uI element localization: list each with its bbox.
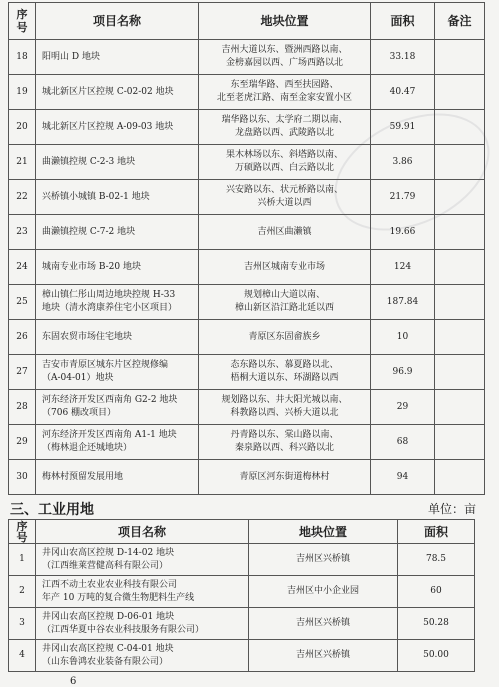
location-line: 万硕路以西、白云路以北 [234, 163, 334, 173]
project-name-cell [36, 608, 249, 640]
project-name-cell [36, 640, 249, 672]
location-line: 丹青路以东、棠山路以南、 [230, 430, 339, 440]
location-cell [199, 145, 371, 180]
location-line: 瑞华路以东、太学府二期以南、 [221, 115, 348, 125]
location-cell [199, 75, 371, 110]
table-row [9, 145, 485, 180]
location-line: 规划樟山大道以南、 [243, 290, 325, 300]
header-remark: 备注 [435, 3, 485, 40]
location-cell [199, 320, 371, 355]
table-row [9, 460, 485, 495]
row-serial: 20 [9, 110, 36, 145]
project-name-line: 城北新区片区控规 A-09-03 地块 [42, 121, 174, 132]
project-name-line: 阳明山 D 地块 [42, 51, 100, 62]
location-cell [199, 355, 371, 390]
area-cell: 40.47 [371, 75, 435, 110]
remark-cell [435, 250, 485, 285]
location-line: 金榜嘉园以西、广场西路以北 [225, 58, 343, 68]
project-name-line: 井冈山农高区控规 D-14-02 地块 [42, 547, 175, 558]
project-name-line: 城北新区片区控规 C-02-02 地块 [42, 86, 174, 97]
table-row [9, 250, 485, 285]
project-name-line: （706 棚改项目） [42, 408, 117, 418]
residential-land-table [8, 2, 485, 495]
location-cell [199, 425, 371, 460]
location-line: 北至老虎江路、南至金家安置小区 [216, 93, 352, 103]
page-number: 6 [70, 676, 77, 687]
row-serial: 24 [9, 250, 36, 285]
project-name-cell [36, 544, 249, 576]
project-name-cell [36, 425, 199, 460]
row-serial: 22 [9, 180, 36, 215]
remark-cell [435, 460, 485, 495]
row-serial: 25 [9, 285, 36, 320]
location-cell [249, 576, 398, 608]
project-name-line: 井冈山农高区控规 C-04-01 地块 [42, 643, 174, 654]
project-name-line: （江西维莱营健高科有限公司） [42, 560, 169, 571]
remark-cell [435, 355, 485, 390]
remark-cell [435, 145, 485, 180]
area-cell: 3.86 [371, 145, 435, 180]
project-name-cell [36, 460, 199, 495]
location-cell [249, 640, 398, 672]
table-row [9, 544, 475, 576]
table-row [9, 40, 485, 75]
table-row [9, 390, 485, 425]
project-name-cell [36, 390, 199, 425]
area-cell: 78.5 [398, 544, 475, 576]
row-serial: 26 [9, 320, 36, 355]
project-name-line: （江西华夏中谷农业科技服务有限公司） [42, 624, 205, 635]
remark-cell [435, 425, 485, 460]
row-serial: 21 [9, 145, 36, 180]
table-row [9, 215, 485, 250]
location-cell [199, 250, 371, 285]
area-cell: 124 [371, 250, 435, 285]
project-name-line: 河东经济开发区西南角 A1-1 地块 [42, 430, 177, 440]
project-name-line: 年产 10 万吨的复合微生物肥料生产线 [42, 592, 195, 603]
location-cell [199, 110, 371, 145]
row-serial: 23 [9, 215, 36, 250]
project-name-line: 兴桥镇小城镇 B-02-1 地块 [42, 191, 150, 202]
location-line: 规划路以东、井大阳光城以南、 [221, 395, 348, 405]
remark-cell [435, 285, 485, 320]
project-name-line: （山东鲁鸿农业装备有限公司） [42, 656, 169, 667]
project-name-line: 河东经济开发区西南角 G2-2 地块 [42, 395, 178, 405]
table-row [9, 320, 485, 355]
area-cell: 68 [371, 425, 435, 460]
header-serial: 序 号 [9, 3, 36, 40]
area-cell: 187.84 [371, 285, 435, 320]
header-area: 面积 [398, 520, 475, 544]
header-location: 地块位置 [199, 3, 371, 40]
location-line: 兴桥大道以西 [257, 198, 312, 208]
unit-label: 单位：亩 [427, 502, 476, 516]
remark-cell [435, 390, 485, 425]
project-name-line: （梅林退企还城地块） [42, 443, 133, 453]
area-cell: 29 [371, 390, 435, 425]
project-name-cell [36, 110, 199, 145]
location-line: 青原区河东街道梅林村 [239, 471, 330, 482]
project-name-line: 井冈山农高区控规 D-06-01 地块 [42, 611, 175, 622]
location-line: 吉州区中小企业园 [286, 586, 359, 596]
project-name-cell [36, 180, 199, 215]
location-line: 龙盘路以西、武陵路以北 [234, 128, 334, 138]
location-line: 吉州区曲濑镇 [257, 226, 312, 237]
row-serial: 4 [9, 640, 36, 672]
location-cell [249, 544, 398, 576]
project-name-line: 梅林村预留发展用地 [42, 471, 124, 482]
location-line: 梧桐大道以东、环湖路以西 [230, 373, 339, 383]
table-header-row [9, 520, 475, 544]
location-line: 吉州区兴桥镇 [295, 650, 350, 660]
location-cell [199, 460, 371, 495]
table-header-row [9, 3, 485, 40]
project-name-line: 城南专业市场 B-20 地块 [42, 261, 141, 272]
location-line: 态东路以东、慕夏路以北、 [230, 360, 339, 370]
project-name-line: 东固农贸市场住宅地块 [42, 331, 133, 342]
location-line: 果木林场以东、斜塔路以南、 [225, 150, 343, 160]
header-area: 面积 [371, 3, 435, 40]
location-line: 兴安路以东、状元桥路以南、 [225, 185, 343, 195]
area-cell: 10 [371, 320, 435, 355]
table-row [9, 640, 475, 672]
project-name-cell [36, 285, 199, 320]
project-name-line: 吉安市青原区城东片区控规修编 [42, 360, 169, 370]
location-line: 秦泉路以西、科兴路以北 [234, 443, 334, 453]
project-name-cell [36, 215, 199, 250]
project-name-cell [36, 320, 199, 355]
row-serial: 27 [9, 355, 36, 390]
header-serial: 序 号 [9, 520, 36, 544]
location-line: 科教路以西、兴桥大道以北 [230, 408, 339, 418]
location-cell [199, 390, 371, 425]
section-title: 三、工业用地 [10, 502, 94, 518]
area-cell: 19.66 [371, 215, 435, 250]
project-name-cell [36, 145, 199, 180]
table-row [9, 285, 485, 320]
header-project-name: 项目名称 [36, 520, 249, 544]
table-row [9, 75, 485, 110]
project-name-line: 曲濑镇控规 C-7-2 地块 [42, 226, 136, 237]
row-serial: 18 [9, 40, 36, 75]
project-name-line: 地块（清水湾康养住宅小区项目） [42, 303, 178, 313]
location-cell [199, 40, 371, 75]
location-line: 吉州区城南专业市场 [243, 261, 325, 272]
location-line: 樟山新区沿江路北延以西 [234, 303, 334, 313]
area-cell: 59.91 [371, 110, 435, 145]
table-row [9, 608, 475, 640]
location-cell [199, 215, 371, 250]
table-row [9, 180, 485, 215]
row-serial: 29 [9, 425, 36, 460]
project-name-line: 樟山镇仁彤山周边地块控规 H-33 [42, 290, 176, 300]
row-serial: 28 [9, 390, 36, 425]
location-line: 青原区东固畲族乡 [248, 331, 321, 342]
project-name-cell [36, 250, 199, 285]
row-serial: 3 [9, 608, 36, 640]
area-cell: 33.18 [371, 40, 435, 75]
industrial-land-table [8, 519, 475, 672]
project-name-cell [36, 355, 199, 390]
area-cell: 21.79 [371, 180, 435, 215]
table-row [9, 576, 475, 608]
remark-cell [435, 320, 485, 355]
project-name-cell [36, 576, 249, 608]
table-row [9, 110, 485, 145]
location-cell [199, 180, 371, 215]
project-name-cell [36, 75, 199, 110]
remark-cell [435, 110, 485, 145]
table-row [9, 355, 485, 390]
project-name-cell [36, 40, 199, 75]
row-serial: 1 [9, 544, 36, 576]
project-name-line: 曲濑镇控规 C-2-3 地块 [42, 156, 136, 167]
row-serial: 19 [9, 75, 36, 110]
area-cell: 94 [371, 460, 435, 495]
project-name-line: 江西不动土农业农业科技有限公司 [42, 579, 178, 590]
header-project-name: 项目名称 [36, 3, 199, 40]
row-serial: 30 [9, 460, 36, 495]
header-location: 地块位置 [249, 520, 398, 544]
row-serial: 2 [9, 576, 36, 608]
table-row [9, 425, 485, 460]
location-line: 东至瑞华路、西至扶园路、 [230, 80, 339, 90]
area-cell: 50.00 [398, 640, 475, 672]
area-cell: 50.28 [398, 608, 475, 640]
project-name-line: （A-04-01）地块 [42, 373, 114, 383]
remark-cell [435, 180, 485, 215]
remark-cell [435, 75, 485, 110]
location-line: 吉州大道以东、暨洲西路以南、 [221, 45, 348, 55]
location-cell [199, 285, 371, 320]
area-cell: 96.9 [371, 355, 435, 390]
section-heading [10, 499, 476, 517]
location-line: 吉州区兴桥镇 [295, 618, 350, 628]
remark-cell [435, 215, 485, 250]
area-cell: 60 [398, 576, 475, 608]
location-cell [249, 608, 398, 640]
remark-cell [435, 40, 485, 75]
location-line: 吉州区兴桥镇 [295, 554, 350, 564]
